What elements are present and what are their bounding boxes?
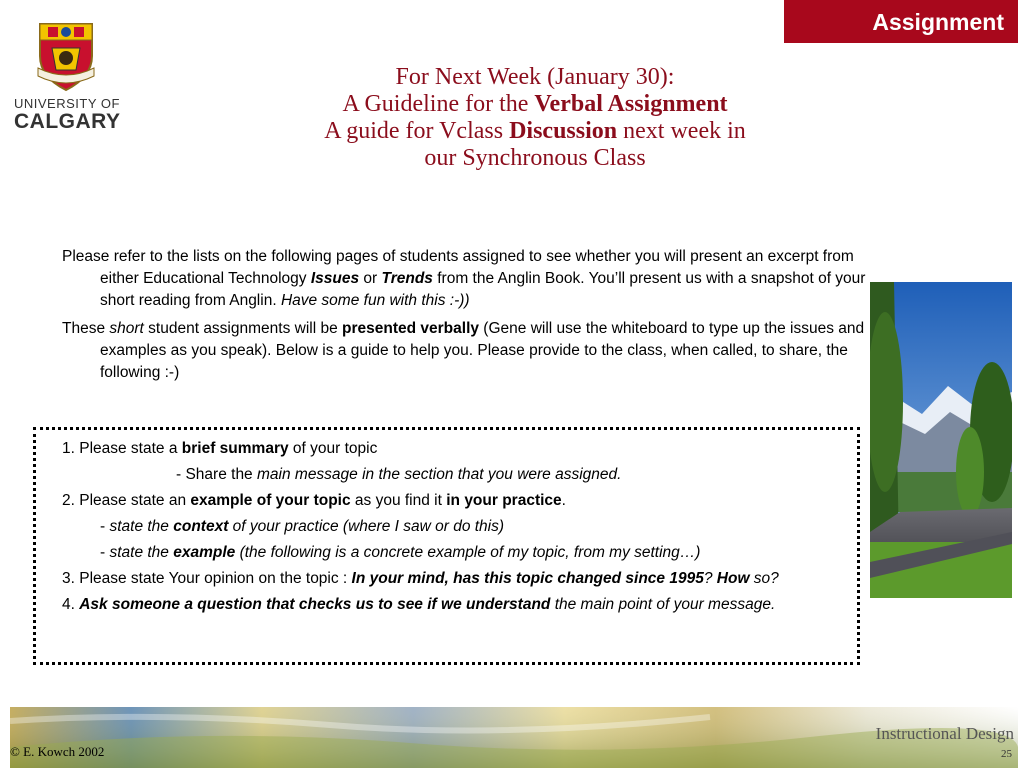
text-italic: state the [109, 518, 174, 535]
text-bold: example of your topic [190, 492, 351, 509]
text: - [100, 544, 110, 561]
text-italic: short [109, 320, 144, 337]
text-italic: so? [749, 570, 779, 587]
text: of your topic [288, 440, 378, 457]
text: 3. Please state Your opinion on the topic : [62, 570, 352, 587]
guide-item-2-sub-2 [62, 542, 833, 564]
text-bold-italic: example [173, 544, 236, 561]
text: (Gene will use the whiteboard to type up the issues and examples as you speak). Below is a guide to help you. Please provide to the class, when called, to share, the following :-) [100, 320, 865, 381]
text-bold-italic: How [716, 570, 750, 587]
title-line-1: For Next Week (January 30): [395, 64, 675, 90]
footer-label: Instructional Design [875, 724, 1014, 743]
guide-item-4 [62, 594, 833, 616]
text: Please refer to the lists on the following pages of students assigned to see whether you will present an excerpt from either Educational Technology [62, 248, 854, 287]
guide-item-2 [62, 490, 833, 512]
text: - Share the [176, 466, 257, 483]
text-bold-italic: Trends [381, 270, 433, 287]
logo-line-1: UNIVERSITY OF [14, 96, 120, 111]
text-bold-italic: Ask someone a question that checks us to see if we understand [79, 596, 551, 613]
text: These [62, 320, 110, 337]
text-italic: the main point of your message. [550, 596, 776, 613]
title-text: A guide for Vclass [324, 118, 510, 144]
page-number: 25 [1001, 748, 1012, 760]
slide-title [230, 64, 840, 172]
text: 1. Please state a [62, 440, 182, 457]
text: 2. Please state an [62, 492, 191, 509]
text-bold-italic: Issues [310, 270, 360, 287]
guide-item-2-sub-1 [62, 516, 833, 538]
text: student assignments will be [143, 320, 343, 337]
title-bold: Discussion [509, 118, 618, 144]
text: . [561, 492, 566, 509]
title-text: next week in [617, 118, 746, 144]
logo-line-2: CALGARY [14, 110, 121, 133]
text: or [359, 270, 382, 287]
title-line-2 [230, 91, 840, 118]
coat-of-arms-icon [36, 20, 96, 92]
text-bold-italic: In your mind, has this topic changed since 1995 [351, 570, 704, 587]
guideline-box [33, 427, 860, 665]
mountain-road-photo [870, 282, 1012, 598]
guide-item-1 [62, 438, 833, 460]
text: - [100, 518, 110, 535]
section-tag: Assignment [784, 0, 1018, 43]
intro-paragraph-1 [62, 246, 870, 312]
text: as you find it [350, 492, 447, 509]
text-bold: in your practice [446, 492, 562, 509]
guide-item-1-sub [62, 464, 833, 486]
intro-paragraph-2 [62, 318, 870, 384]
text-bold: presented verbally [342, 320, 479, 337]
university-logo [14, 20, 124, 132]
text: 4. [62, 596, 80, 613]
text-italic: ? [703, 570, 717, 587]
intro-text [62, 246, 870, 390]
title-text: A Guideline for the [342, 91, 535, 117]
text-italic: state the [109, 544, 174, 561]
text-italic: of your practice (where I saw or do this) [228, 518, 505, 535]
footer-banner [10, 707, 1018, 768]
text-italic: main message in the section that you were assigned. [257, 466, 622, 483]
copyright-text: © E. Kowch 2002 [10, 744, 105, 759]
text-italic: (the following is a concrete example of my topic, from my setting…) [235, 544, 701, 561]
title-bold: Verbal Assignment [534, 91, 728, 117]
text-italic: Have some fun with this :-)) [280, 292, 470, 309]
text-bold-italic: context [173, 518, 229, 535]
text-bold: brief summary [181, 440, 289, 457]
title-line-4: our Synchronous Class [424, 145, 646, 171]
title-line-3 [230, 118, 840, 145]
guide-item-3 [62, 568, 833, 590]
text: from the Anglin Book. You’ll present us with a snapshot of your short reading from Anglin. [100, 270, 866, 309]
